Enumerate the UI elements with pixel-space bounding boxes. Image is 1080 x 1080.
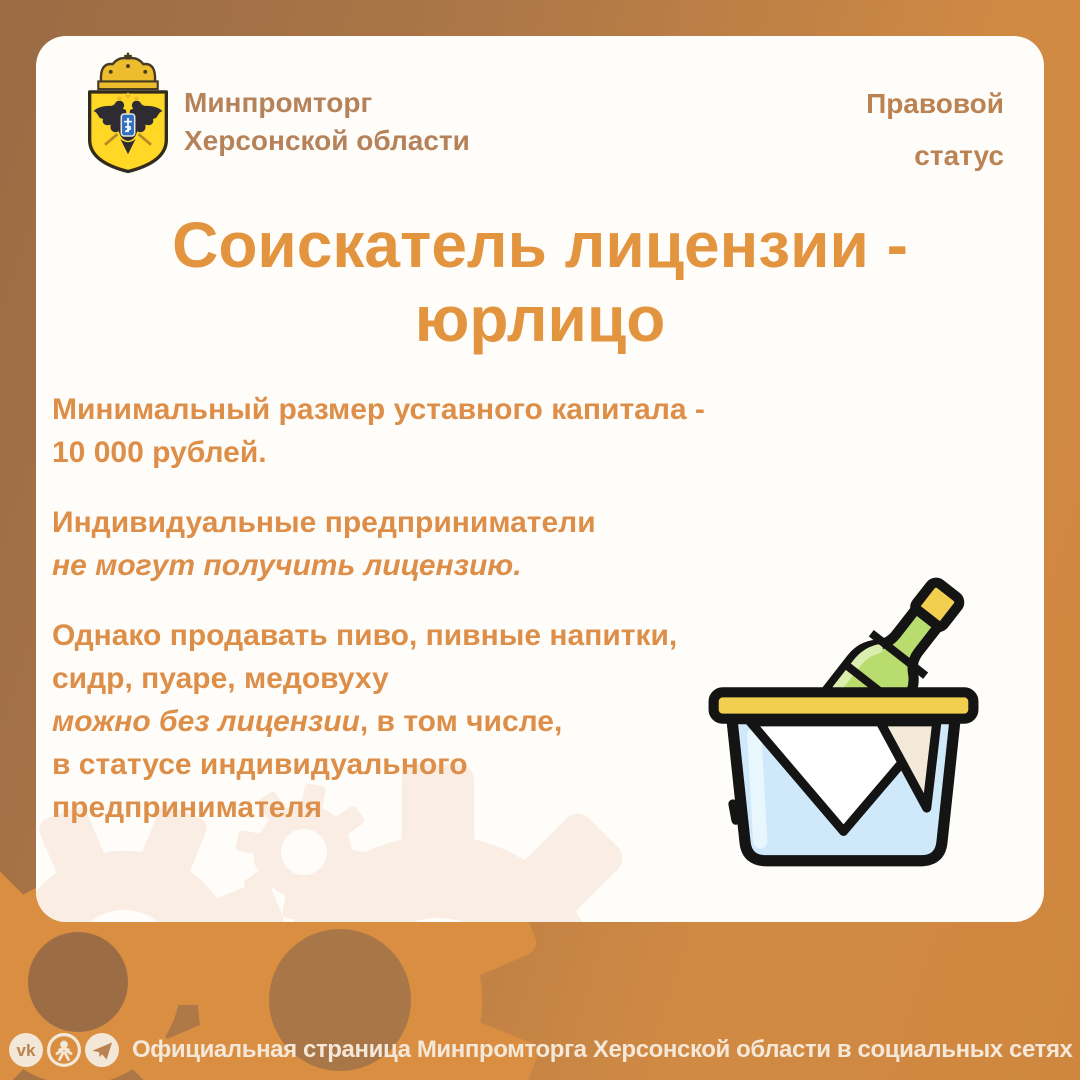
p3-line-5: предпринимателя — [52, 791, 323, 824]
p3-line-1: Однако продавать пиво, пивные напитки, — [52, 619, 678, 652]
p3-line-3-rest: , в том числе, — [359, 705, 563, 738]
paragraph-capital — [52, 388, 705, 474]
org-name-line-2: Херсонской области — [184, 125, 470, 156]
org-name — [184, 84, 470, 160]
p3-line-3 — [52, 705, 562, 738]
card — [36, 36, 1044, 922]
footer — [0, 1020, 1080, 1080]
p3-line-4: в статусе индивидуального — [52, 748, 468, 781]
telegram-icon[interactable] — [84, 1032, 120, 1068]
vk-icon[interactable] — [8, 1032, 44, 1068]
topic-tag-line-1: Правовой — [866, 88, 1004, 119]
page-title — [36, 208, 1044, 356]
footer-caption: Официальная страница Минпромторга Херсонской области в социальных сетях — [132, 1036, 1073, 1063]
p3-line-2: сидр, пуаре, медовуху — [52, 662, 389, 695]
coat-of-arms-icon — [82, 50, 174, 178]
topic-tag-line-2: статус — [914, 140, 1004, 171]
title-line-2: юрлицо — [414, 283, 666, 355]
p2-line-2-italic: не могут получить лицензию. — [52, 549, 522, 582]
p3-line-3-italic: можно без лицензии — [52, 705, 360, 738]
paragraph-exceptions — [52, 614, 705, 829]
body-text — [52, 388, 705, 856]
p1-line-2: 10 000 рублей. — [52, 436, 267, 469]
topic-tag — [866, 78, 1004, 182]
vk-icon-label: vk — [16, 1041, 36, 1060]
ok-icon[interactable] — [46, 1032, 82, 1068]
title-line-1: Соискатель лицензии - — [172, 209, 908, 281]
champagne-bucket-illustration — [691, 532, 996, 877]
p2-line-1: Индивидуальные предприниматели — [52, 506, 596, 539]
paragraph-entrepreneurs — [52, 501, 705, 587]
p1-line-1: Минимальный размер уставного капитала - — [52, 393, 705, 426]
org-name-line-1: Минпромторг — [184, 87, 373, 118]
